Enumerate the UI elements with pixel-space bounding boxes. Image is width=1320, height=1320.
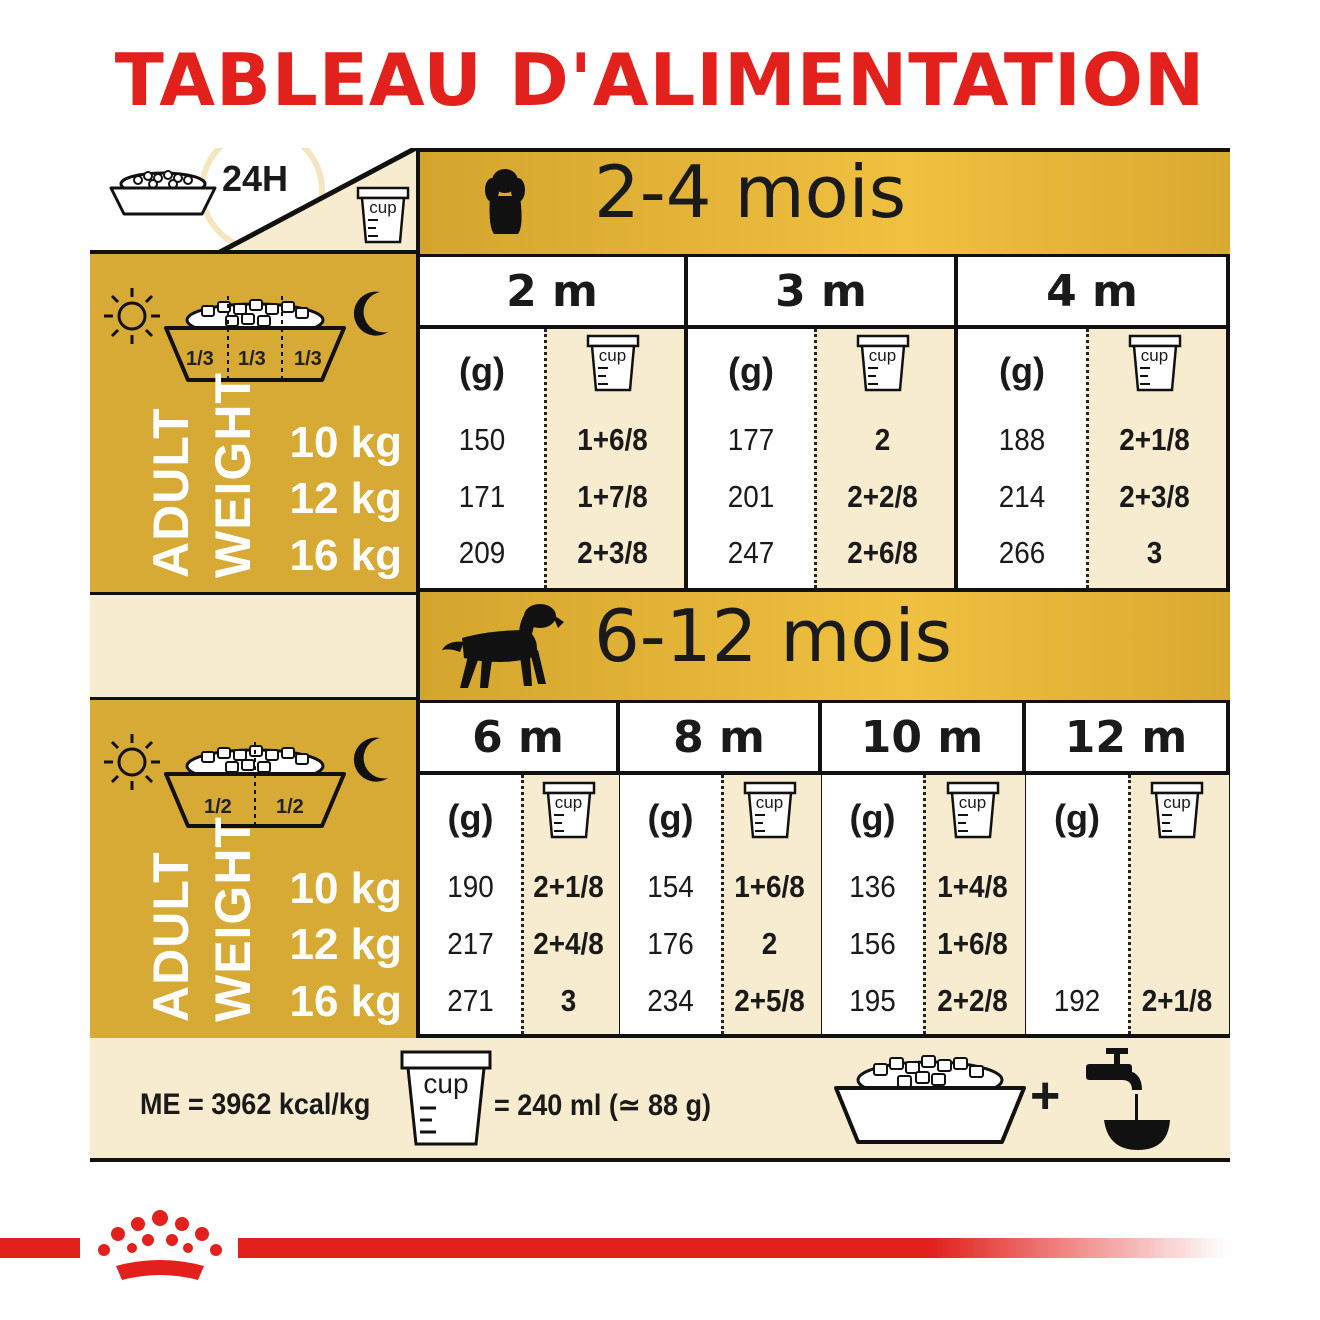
cups-value: 3 (1146, 535, 1163, 570)
cup-label: cup (1163, 793, 1191, 812)
spacer-panel (90, 592, 416, 700)
header-corner (90, 148, 416, 254)
crown-logo-icon (92, 1206, 228, 1286)
cup-icon (1150, 781, 1204, 841)
grams-header: (g) (447, 797, 494, 838)
energy-value: ME = 3962 kcal/kg (140, 1088, 371, 1121)
cups-value: 1+7/8 (577, 479, 648, 514)
brand-stripe-right (238, 1238, 1228, 1258)
grams-value: 195 (849, 983, 896, 1018)
grams-value: 234 (647, 983, 694, 1018)
cup-label: cup (369, 198, 397, 217)
month-header: 8 m (620, 703, 818, 771)
cup-icon (743, 781, 797, 841)
cup-icon (946, 781, 1000, 841)
month-header: 6 m (420, 703, 616, 771)
grams-header: (g) (849, 797, 896, 838)
month-header: 12 m (1026, 703, 1226, 771)
grams-value: 156 (849, 926, 896, 961)
weight-row-label: 12 kg (289, 474, 402, 523)
cup-label: cup (755, 793, 784, 812)
weight-row-label: 16 kg (289, 977, 402, 1026)
weight-row-label: 12 kg (289, 920, 402, 969)
cups-value: 3 (560, 983, 577, 1018)
portion-fraction: 1/2 (276, 796, 304, 818)
cups-value: 2 (761, 926, 778, 961)
adult-label: ADULT (143, 851, 199, 1022)
cups-value: 2+1/8 (1119, 422, 1190, 457)
grams-value: 154 (647, 869, 694, 904)
portion-fraction: 1/3 (186, 348, 214, 370)
portion-fraction: 1/3 (294, 348, 322, 370)
cups-value: 2+1/8 (1141, 983, 1213, 1018)
grams-header: (g) (728, 350, 774, 391)
grams-value: 176 (647, 926, 694, 961)
grams-value: 171 (458, 479, 506, 514)
moon-icon (352, 734, 392, 784)
cups-value: 1+6/8 (577, 422, 648, 457)
food-bowl-icon (832, 1052, 1028, 1148)
portion-fraction: 1/2 (204, 796, 232, 818)
weight-row-label: 10 kg (289, 418, 402, 467)
age-range-title: 6-12 mois (594, 594, 952, 678)
weight-row-label: 16 kg (289, 531, 402, 580)
cup-label: cup (423, 1068, 469, 1099)
sun-icon (102, 732, 162, 792)
cups-value: 2+4/8 (533, 926, 604, 961)
grams-value: 190 (447, 869, 494, 904)
cup-icon (1128, 334, 1182, 394)
cups-value: 2+3/8 (577, 535, 648, 570)
weight-label: WEIGHT (205, 816, 261, 1022)
cup-icon (856, 334, 910, 394)
cups-value: 2+2/8 (847, 479, 918, 514)
grams-value: 266 (998, 535, 1046, 570)
cup-label: cup (1140, 346, 1169, 365)
dog-icon (440, 600, 566, 692)
cups-value: 1+4/8 (937, 869, 1008, 904)
cup-icon (542, 781, 596, 841)
water-tap-icon (1082, 1046, 1174, 1156)
cups-value: 2 (874, 422, 891, 457)
grams-header: (g) (459, 350, 505, 391)
cups-value: 2+3/8 (1119, 479, 1190, 514)
plus-sign: + (1030, 1067, 1061, 1125)
cups-value: 2+5/8 (734, 983, 805, 1018)
grams-value: 201 (727, 479, 775, 514)
cup-label: cup (868, 346, 897, 365)
cups-value: 1+6/8 (734, 869, 805, 904)
grams-value: 247 (727, 535, 775, 570)
grams-value: 136 (849, 869, 896, 904)
cup-icon (586, 334, 640, 394)
month-header: 2 m (420, 257, 684, 325)
cups-value: 2+2/8 (937, 983, 1008, 1018)
cup-label: cup (598, 346, 627, 365)
page-title: TABLEAU D'ALIMENTATION (114, 38, 1206, 122)
grams-value: 188 (998, 422, 1046, 457)
cup-equivalence: = 240 ml (≃ 88 g) (494, 1089, 711, 1122)
moon-icon (352, 288, 392, 338)
grams-value: 214 (998, 479, 1046, 514)
month-header: 10 m (822, 703, 1022, 771)
adult-label: ADULT (143, 407, 199, 578)
cups-value: 2+1/8 (533, 869, 604, 904)
cups-value: 2+6/8 (847, 535, 918, 570)
grams-value: 209 (458, 535, 506, 570)
month-header: 4 m (958, 257, 1226, 325)
cups-value: 1+6/8 (937, 926, 1008, 961)
bowl-icon (108, 162, 218, 218)
grams-value: 192 (1053, 983, 1101, 1018)
grams-header: (g) (647, 797, 694, 838)
puppy-icon (480, 166, 530, 236)
duration-label: 24H (222, 158, 289, 199)
weight-row-label: 10 kg (289, 864, 402, 913)
brand-stripe-left (0, 1238, 80, 1258)
month-header: 3 m (688, 257, 954, 325)
grams-value: 217 (447, 926, 494, 961)
grams-value: 150 (458, 422, 506, 457)
grams-value: 271 (447, 983, 494, 1018)
weight-label: WEIGHT (205, 372, 261, 578)
portion-fraction: 1/3 (238, 348, 266, 370)
cup-label: cup (554, 793, 583, 812)
grams-header: (g) (999, 350, 1045, 391)
sun-icon (102, 286, 162, 346)
cup-icon (400, 1050, 492, 1148)
grams-value: 177 (727, 422, 775, 457)
grams-header: (g) (1054, 797, 1100, 838)
age-range-title: 2-4 mois (594, 150, 907, 234)
cup-icon (356, 186, 410, 246)
cup-label: cup (958, 793, 987, 812)
